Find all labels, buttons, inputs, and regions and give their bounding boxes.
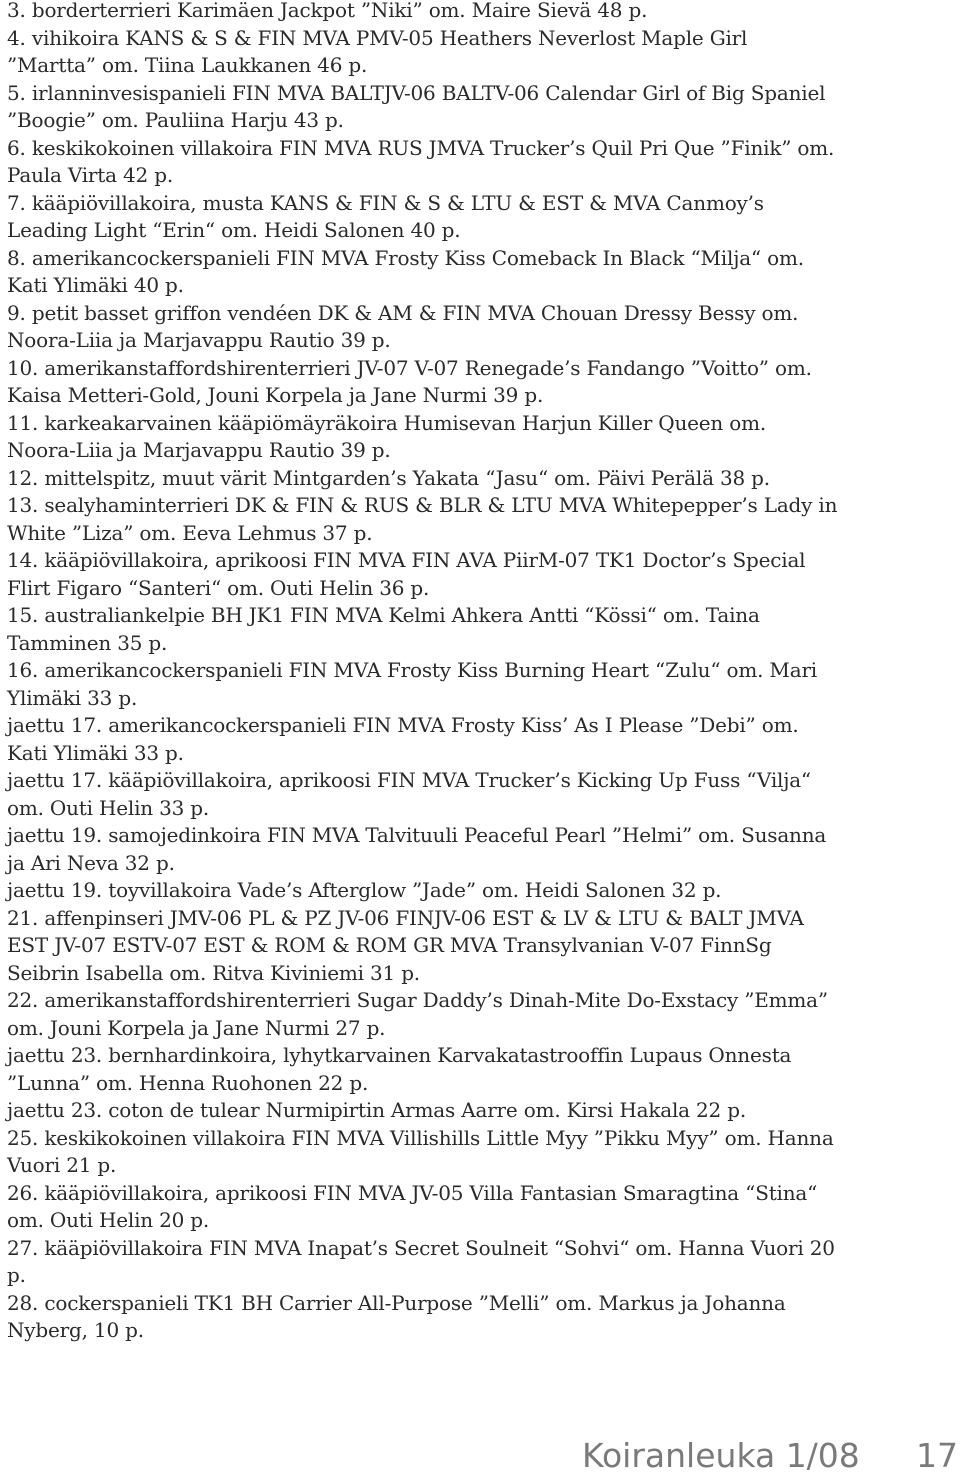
result-entry: jaettu 17. amerikancockerspanieli FIN MVA Frosty Kiss’ As I Please ”Debi” om. Kati Ylimäki 33 p. <box>7 713 799 765</box>
result-entry: 26. kääpiövillakoira, aprikoosi FIN MVA JV-05 Villa Fantasian Smaragtina “Stina“ om. Outi Helin 20 p. <box>7 1180 818 1232</box>
result-entry: 16. amerikancockerspanieli FIN MVA Frosty Kiss Burning Heart “Zulu“ om. Mari Ylimäki 33 p. <box>7 658 817 710</box>
result-entry: 5. irlanninvesispanieli FIN MVA BALTJV-06 BALTV-06 Calendar Girl of Big Spaniel ”Boogie” om. Pauliina Harju 43 p. <box>7 80 826 132</box>
page-footer <box>582 1433 960 1479</box>
result-entry: 13. sealyhaminterrieri DK & FIN & RUS & BLR & LTU MVA Whitepepper’s Lady in White ”Liza” om. Eeva Lehmus 37 p. <box>7 493 838 545</box>
result-entry: jaettu 23. coton de tulear Nurmipirtin Armas Aarre om. Kirsi Hakala 22 p. <box>7 1098 747 1122</box>
result-entry: 8. amerikancockerspanieli FIN MVA Frosty Kiss Comeback In Black “Milja“ om. Kati Ylimäki 40 p. <box>7 245 804 297</box>
result-entry: 27. kääpiövillakoira FIN MVA Inapat’s Secret Soulneit “Sohvi“ om. Hanna Vuori 20 p. <box>7 1235 835 1287</box>
result-entry: jaettu 23. bernhardinkoira, lyhytkarvainen Karvakatastrooffin Lupaus Onnesta ”Lunna” om. Henna Ruohonen 22 p. <box>7 1043 792 1095</box>
result-entry: 10. amerikanstaffordshirenterrieri JV-07 V-07 Renegade’s Fandango ”Voitto” om. Kaisa Metteri-Gold, Jouni Korpela ja Jane Nurmi 39 p. <box>7 355 812 407</box>
result-entry: 4. vihikoira KANS & S & FIN MVA PMV-05 Heathers Neverlost Maple Girl ”Martta” om. Tiina Laukkanen 46 p. <box>7 25 748 77</box>
result-entry: 12. mittelspitz, muut värit Mintgarden’s Yakata “Jasu“ om. Päivi Perälä 38 p. <box>7 465 770 490</box>
result-entry: jaettu 19. toyvillakoira Vade’s Afterglow ”Jade” om. Heidi Salonen 32 p. <box>7 878 722 902</box>
page-number: 17 <box>916 1436 958 1475</box>
magazine-issue: Koiranleuka 1/08 <box>582 1436 860 1475</box>
result-entry: 6. keskikokoinen villakoira FIN MVA RUS JMVA Trucker’s Quil Pri Que ”Finik” om. Paula Virta 42 p. <box>7 135 835 187</box>
results-list <box>7 0 839 1345</box>
result-entry: 15. australiankelpie BH JK1 FIN MVA Kelmi Ahkera Antti “Kössi“ om. Taina Tamminen 35 p. <box>7 603 760 655</box>
result-entry: 11. karkeakarvainen kääpiömäyräkoira Humisevan Harjun Killer Queen om. Noora-Liia ja Marjavappu Rautio 39 p. <box>7 410 767 462</box>
result-entry: 21. affenpinseri JMV-06 PL & PZ JV-06 FINJV-06 EST & LV & LTU & BALT JMVA EST JV-07 ESTV-07 EST & ROM & ROM GR MVA Transylvanian V-07 FinnSg Seibrin Isabella om. Ritva Kiviniemi 31 p. <box>7 905 804 985</box>
result-entry: 25. keskikokoinen villakoira FIN MVA Villishills Little Myy ”Pikku Myy” om. Hanna Vuori 21 p. <box>7 1125 834 1177</box>
result-entry: jaettu 19. samojedinkoira FIN MVA Talvituuli Peaceful Pearl ”Helmi” om. Susanna ja Ari Neva 32 p. <box>7 823 827 875</box>
result-entry: 28. cockerspanieli TK1 BH Carrier All-Purpose ”Melli” om. Markus ja Johanna Nyberg, 10 p. <box>7 1290 786 1342</box>
result-entry: 7. kääpiövillakoira, musta KANS & FIN & S & LTU & EST & MVA Canmoy’s Leading Light “Erin“ om. Heidi Salonen 40 p. <box>7 190 764 242</box>
result-entry: jaettu 17. kääpiövillakoira, aprikoosi FIN MVA Trucker’s Kicking Up Fuss “Vilja“ om. Outi Helin 33 p. <box>7 768 811 820</box>
result-entry: 22. amerikanstaffordshirenterrieri Sugar Daddy’s Dinah-Mite Do-Exstacy ”Emma” om. Jouni Korpela ja Jane Nurmi 27 p. <box>7 988 828 1040</box>
result-entry: 14. kääpiövillakoira, aprikoosi FIN MVA FIN AVA PiirM-07 TK1 Doctor’s Special Flirt Figaro “Santeri“ om. Outi Helin 36 p. <box>7 548 806 600</box>
result-entry: 9. petit basset griffon vendéen DK & AM & FIN MVA Chouan Dressy Bessy om. Noora-Liia ja Marjavappu Rautio 39 p. <box>7 300 799 352</box>
result-entry: 3. borderterrieri Karimäen Jackpot ”Niki” om. Maire Sievä 48 p. <box>7 0 648 22</box>
